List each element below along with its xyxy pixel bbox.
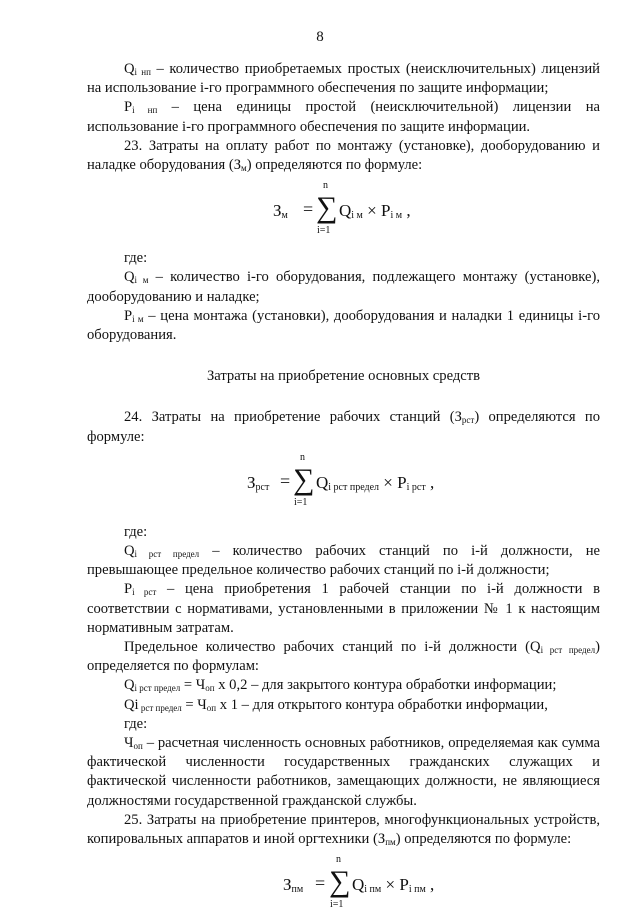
sum-upper-limit: n	[323, 180, 328, 192]
subscript: i м	[134, 275, 149, 286]
symbol: Ч	[124, 735, 134, 752]
section-heading: Затраты на приобретение основных средств	[206, 368, 481, 385]
subscript: i нп	[132, 105, 158, 116]
paragraph-p-m	[87, 307, 600, 345]
paragraph-text: 25. Затраты на приобретение принтеров, многофункциональных устройств, копировальных аппаратов и иной оргтехники (З	[87, 811, 600, 848]
sigma-symbol: ∑	[316, 191, 338, 225]
sum-lower-limit: i=1	[330, 899, 344, 911]
paragraph-ch-op	[87, 734, 600, 811]
paragraph-25	[87, 811, 600, 849]
symbol: P	[124, 581, 133, 598]
formula-lhs: $З_м$	[273, 201, 288, 222]
sigma-symbol: ∑	[293, 462, 315, 496]
paragraph-23	[87, 137, 600, 175]
definition-text: – цена монтажа (установки), дооборудования и наладки 1 единицы i-го оборудования.	[87, 307, 600, 344]
definition-text: – цена единицы простой (неисключительной) лицензии на использование i-го программного обеспечения по защите информации.	[87, 99, 600, 135]
paragraph-p-np	[87, 98, 600, 136]
sigma-symbol: ∑	[329, 865, 351, 899]
paragraph-text: 24. Затраты на приобретение рабочих станций (З	[124, 409, 462, 426]
formula-closed-contour: $Q_{i рст предел} = Ч_{оп}$ х 0,2 – для закрытого контура обработки информации;	[124, 677, 557, 694]
paragraph-text: Предельное количество рабочих станций по i-й должности (Q	[124, 639, 541, 656]
page-content	[87, 60, 600, 917]
symbol: P	[124, 99, 133, 116]
sum-lower-limit: i=1	[294, 496, 308, 508]
where-label: где:	[124, 715, 148, 732]
formula-equals: =	[315, 873, 326, 894]
sum-upper-limit: n	[300, 451, 305, 463]
paragraph-q-m	[87, 268, 600, 306]
where-label: где:	[124, 523, 148, 540]
subscript: пм	[385, 837, 396, 848]
paragraph-q-rst	[87, 542, 600, 580]
formula-lhs: $З_{пм}$	[283, 875, 304, 896]
symbol: Q	[124, 543, 135, 560]
paragraph-limit-count	[87, 638, 600, 676]
paragraph-q-np	[87, 60, 600, 98]
subscript: i рст предел	[134, 549, 200, 560]
formula-mounting	[87, 181, 600, 243]
symbol: Q	[124, 269, 135, 286]
paragraph-text: ) определяются по формуле:	[87, 409, 600, 445]
subscript: рст	[461, 415, 475, 426]
paragraph-text: ) определяются по формуле:	[246, 157, 423, 174]
symbol: P	[124, 307, 133, 324]
definition-text: – расчетная численность основных работников, определяемая как сумма фактической численности государственных гражданских служащих и фактической численности работников, замещающих должности, не являющиеся должностями государственной гражданской службы.	[87, 735, 600, 809]
subscript: i рст	[132, 587, 157, 598]
paragraph-text: ) определяется по формулам:	[87, 639, 600, 675]
paragraph-text: ) определяются по формуле:	[395, 831, 572, 848]
sum-upper-limit: n	[336, 854, 341, 866]
formula-workstations	[87, 453, 600, 515]
formula-printers	[87, 855, 600, 917]
definition-text: – количество рабочих станций по i-й должности, не превышающее предельное количество рабочих станций по i-й должности;	[87, 543, 600, 579]
definition-text: – цена приобретения 1 рабочей станции по i-й должности в соответствии с нормативами, установленными в приложении № 1 к настоящим нормативным затратам.	[87, 581, 600, 636]
subscript: оп	[133, 741, 143, 752]
where-label: где:	[124, 250, 148, 267]
formula-equals: =	[303, 199, 314, 220]
definition-text: – количество i-го оборудования, подлежащего монтажу (установке), дооборудованию и наладке;	[87, 269, 600, 305]
formula-rhs: $Q_{i пм} \times P_{i пм}$ ,	[352, 875, 435, 896]
subscript: i рст предел	[540, 645, 596, 656]
subscript: i нп	[134, 67, 151, 77]
paragraph-text: 23. Затраты на оплату работ по монтажу (установке), дооборудованию и наладке оборудования (З	[87, 137, 600, 174]
formula-open-contour: Qi $_{рст предел} = Ч_{оп}$ х 1 – для открытого контура обработки информации,	[124, 696, 548, 713]
paragraph-24	[87, 408, 600, 446]
subscript: i м	[132, 313, 144, 324]
symbol: Q	[124, 61, 135, 77]
formula-rhs: $Q_{i м} \times P_{i м}$ ,	[339, 201, 411, 222]
formula-equals: =	[280, 470, 291, 491]
paragraph-p-rst	[87, 580, 600, 638]
formula-lhs: $З_{рст}$	[247, 472, 270, 493]
formula-rhs: $Q_{i рст предел} \times P_{i рст}$ ,	[316, 472, 435, 493]
subscript: м	[241, 163, 247, 174]
sum-lower-limit: i=1	[317, 225, 331, 237]
definition-text: – количество приобретаемых простых (неисключительных) лицензий на использование i-го программного обеспечения по защите информации;	[87, 61, 600, 97]
page-number: 8	[316, 29, 324, 45]
